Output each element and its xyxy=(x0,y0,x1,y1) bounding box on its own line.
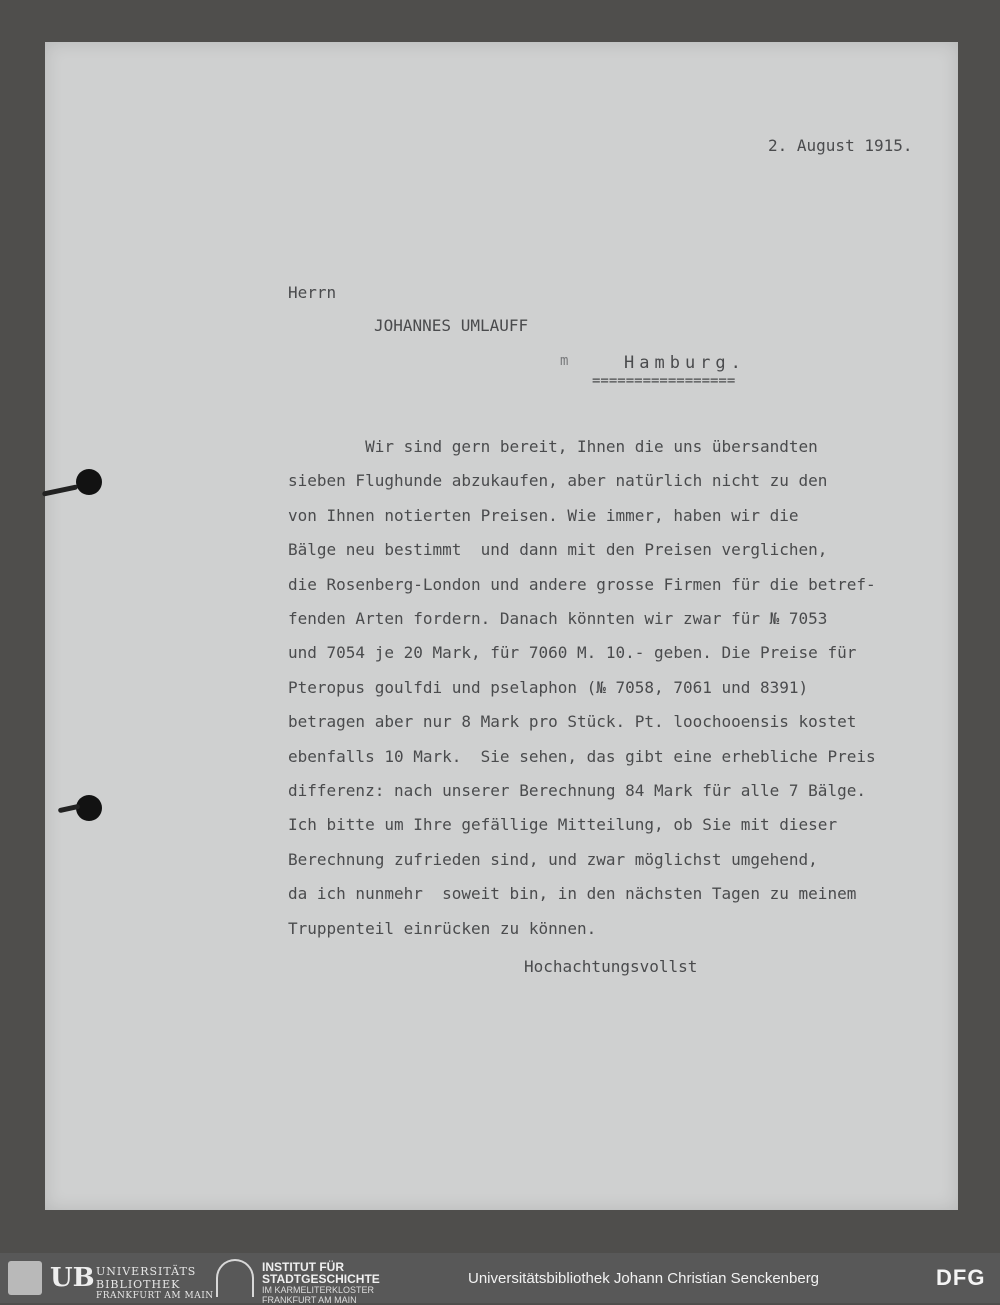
closing: Hochachtungsvollst xyxy=(524,957,698,976)
inst-line-3: IM KARMELITERKLOSTER xyxy=(262,1285,375,1295)
body-line: ebenfalls 10 Mark. Sie sehen, das gibt eine erhebliche Preis xyxy=(288,746,876,766)
body-line: Pteropus goulfdi und pselaphon (№ 7058, 7061 und 8391) xyxy=(288,677,809,697)
goethe-portrait-icon xyxy=(8,1261,42,1295)
body-line: Ich bitte um Ihre gefällige Mitteilung, ob Sie mit dieser xyxy=(288,815,838,835)
body-line: die Rosenberg-London und andere grosse Firmen für die betref- xyxy=(288,574,876,594)
punch-hole-top xyxy=(76,469,102,495)
recipient-name: JOHANNES UMLAUFF xyxy=(374,316,529,335)
salutation: Herrn xyxy=(288,283,337,302)
inst-line-1: INSTITUT FÜR xyxy=(262,1260,344,1274)
letter-date: 2. August 1915. xyxy=(768,136,913,155)
ub-line-2: BIBLIOTHEK xyxy=(96,1278,181,1291)
body-line: fenden Arten fordern. Danach könnten wir zwar für № 7053 xyxy=(288,609,828,628)
body-line: Berechnung zufrieden sind, und zwar möglichst umgehend, xyxy=(288,849,818,869)
ub-logo-mark: UB xyxy=(50,1263,95,1293)
dfg-logo: DFG xyxy=(936,1265,986,1290)
body-line: und 7054 je 20 Mark, für 7060 M. 10.- geben. Die Preise für xyxy=(288,643,857,663)
place-prefix: m xyxy=(560,353,569,369)
body-line: von Ihnen notierten Preisen. Wie immer, haben wir die xyxy=(288,505,799,525)
city-underline: ================= xyxy=(592,373,736,389)
inst-line-4: FRANKFURT AM MAIN xyxy=(262,1295,357,1305)
punch-hole-bottom xyxy=(76,795,102,821)
ub-logo-text xyxy=(96,1265,214,1301)
ub-line-1: UNIVERSITÄTS xyxy=(96,1265,197,1278)
footer-library-name: Universitätsbibliothek Johann Christian Senckenberg xyxy=(468,1270,820,1287)
ub-line-3: FRANKFURT AM MAIN xyxy=(96,1291,214,1301)
body-line: Truppenteil einrücken zu können. xyxy=(288,918,597,938)
institute-arch-icon xyxy=(216,1259,254,1297)
recipient-city: Hamburg. xyxy=(624,353,746,373)
body-line: differenz: nach unserer Berechnung 84 Mark für alle 7 Bälge. xyxy=(288,781,866,800)
inst-line-2: STADTGESCHICHTE xyxy=(262,1272,380,1286)
institute-logo-text xyxy=(262,1261,380,1305)
body-line: da ich nunmehr soweit bin, in den nächsten Tagen zu meinem xyxy=(288,884,857,904)
body-line: sieben Flughunde abzukaufen, aber natürlich nicht zu den xyxy=(288,471,828,491)
body-line: betragen aber nur 8 Mark pro Stück. Pt. loochooensis kostet xyxy=(288,712,857,732)
body-line: Wir sind gern bereit, Ihnen die uns übersandten xyxy=(288,437,818,456)
body-line: Bälge neu bestimmt und dann mit den Preisen verglichen, xyxy=(288,540,828,560)
footer-bar xyxy=(0,1253,1000,1303)
